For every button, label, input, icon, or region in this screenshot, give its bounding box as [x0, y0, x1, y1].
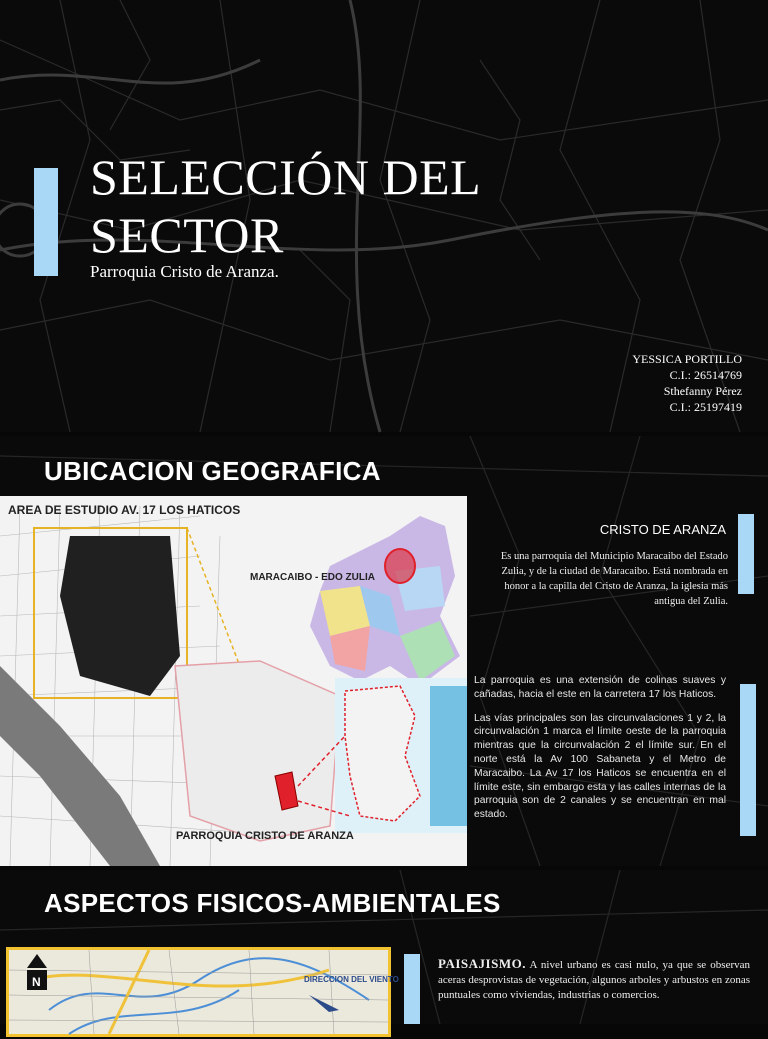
paragraph: Las vías principales son las circunvalaciones 1 y 2, la circunvalación 1 marca el límite oeste de la parroquia mientras que la circunvalación 2 el límite sur. En el norte está la Av 100 Sabaneta y el Metro de Maracaibo. La Av 17 los Haticos se encuentra en el límite este, sin embargo esta y las calles internas de la parroquia son de 2 canales y se encuentran en mal estado. — [474, 712, 726, 821]
location-map-image — [0, 496, 467, 866]
title-slide — [0, 0, 768, 432]
author-name: Sthefanny Pérez — [663, 384, 742, 398]
section-heading: ASPECTOS FISICOS-AMBIENTALES — [44, 888, 501, 918]
author-id: C.I.: 26514769 — [669, 368, 742, 382]
accent-bar — [34, 168, 58, 276]
paragraph: La parroquia es una extensión de colinas suaves y cañadas, hacia el este en la carretera 17 los Haticos. — [474, 675, 726, 700]
north-arrow-label: N — [32, 975, 41, 989]
slide-subtitle: Parroquia Cristo de Aranza. — [90, 262, 279, 281]
accent-bar — [738, 514, 754, 594]
wind-direction-label: DIRECCION DEL VIENTO — [304, 975, 399, 984]
environment-slide — [0, 870, 768, 1024]
body-text — [438, 956, 750, 1003]
area-label: AREA DE ESTUDIO AV. 17 LOS HATICOS — [8, 503, 241, 517]
section-heading: UBICACION GEOGRAFICA — [44, 456, 381, 486]
slide-title: SELECCIÓN DEL SECTOR — [90, 149, 480, 263]
location-slide — [0, 436, 768, 866]
body-text — [474, 674, 726, 832]
parish-label: PARROQUIA CRISTO DE ARANZA — [176, 830, 354, 842]
author-id: C.I.: 25197419 — [669, 400, 742, 414]
city-label: MARACAIBO - EDO ZULIA — [250, 572, 375, 583]
author-name: YESSICA PORTILLO — [632, 352, 742, 366]
side-description: Es una parroquia del Municipio Maracaibo del Estado Zulia, y de la ciudad de Maracaibo. Está nombrada en honor a la capilla del Cristo de Aranza, la iglesia más antigua del Zulia. — [500, 551, 728, 607]
accent-bar — [404, 954, 420, 1024]
authors-block — [632, 351, 742, 415]
accent-bar — [740, 684, 756, 836]
wind-map-image — [6, 947, 399, 1037]
term-label: PAISAJISMO. — [438, 956, 526, 971]
side-title: CRISTO DE ARANZA — [599, 522, 726, 537]
paragraph: A nivel urbano es casi nulo, ya que se observan aceras desprovistas de vegetación, algunos arboles y arbustos en zonas puntuales como viviendas, industrias o comercios. — [438, 959, 750, 1001]
